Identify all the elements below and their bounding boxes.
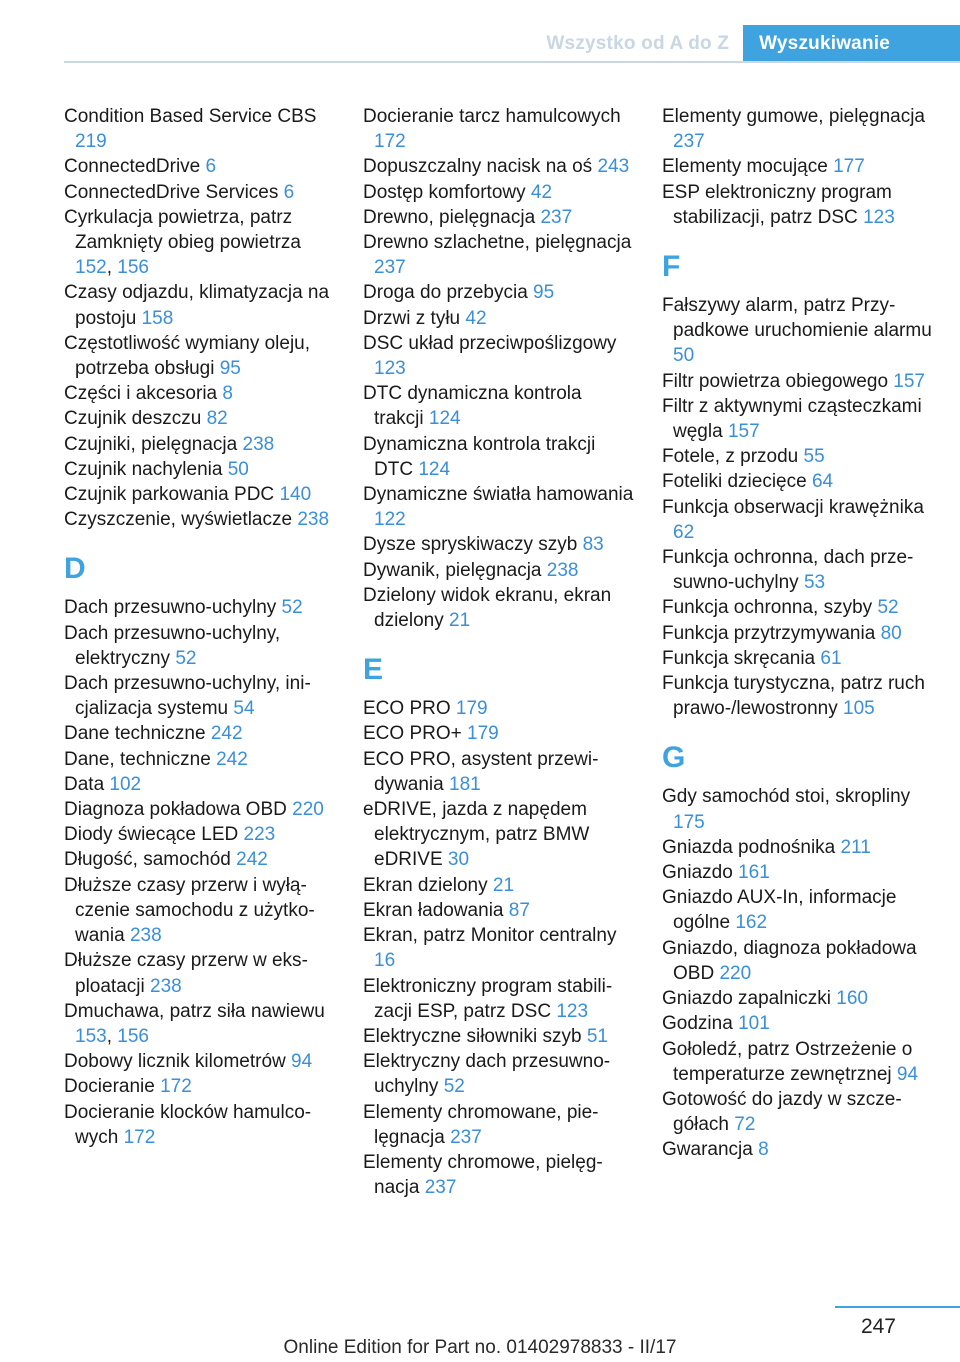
page-reference-link[interactable]: 82 (206, 408, 228, 430)
index-entry (363, 180, 635, 205)
page-reference-link[interactable]: 54 (233, 698, 255, 720)
index-entry-term: Czujnik parkowania PDC (64, 484, 275, 506)
page-reference-link[interactable]: 175 (673, 811, 705, 833)
index-entry (363, 104, 635, 154)
page-header (546, 25, 960, 61)
page-reference-link[interactable]: 42 (465, 307, 487, 329)
index-entry-term: ConnectedDrive Services (64, 181, 279, 203)
index-entry-term: Częstotliwość wymiany oleju, potrzeba obsługi (64, 332, 311, 380)
index-entry (64, 482, 336, 507)
index-entry-term: Docieranie tarcz hamulcowych (363, 106, 621, 127)
page-reference-link[interactable]: 6 (205, 156, 217, 178)
index-entry (662, 394, 934, 444)
page-reference-link[interactable]: 52 (175, 647, 197, 669)
index-entry (363, 1049, 635, 1099)
index-entry-term: Drewno, pielęgnacja (363, 206, 536, 228)
page-reference-link[interactable]: 161 (738, 862, 770, 884)
index-entry-term: Droga do przebycia (363, 282, 528, 304)
page-reference-link[interactable]: 220 (719, 962, 752, 984)
header-divider (64, 61, 960, 63)
index-entry (64, 671, 336, 721)
page-separator: , (106, 1025, 118, 1047)
page-reference-link[interactable]: 238 (129, 925, 162, 947)
index-entry (64, 721, 336, 746)
page-reference-link[interactable]: 158 (141, 307, 174, 329)
index-entry-term: Foteliki dziecięce (662, 471, 807, 493)
page-reference-link[interactable]: 123 (863, 206, 895, 228)
index-entry-term: Dane, techniczne (64, 748, 211, 770)
index-entry-term: Dach przesuwno-uchylny, inicjalizacja systemu (64, 673, 311, 720)
index-entry-term: Dłuższe czasy przerw w eksploatacji (64, 950, 308, 997)
index-entry-term: Docieranie klocków hamulcowych (64, 1101, 312, 1148)
page-reference-link[interactable]: 172 (123, 1126, 156, 1148)
page-reference-link[interactable]: 243 (597, 156, 630, 178)
index-entry (64, 948, 336, 998)
page-reference-link[interactable]: 242 (236, 849, 268, 871)
index-entry-term: Data (64, 773, 105, 795)
index-entry-term: Dzielony widok ekranu, ekran dzielony (363, 584, 612, 632)
index-entry-term: Gniazdo zapalniczki (662, 988, 831, 1010)
index-entry (64, 621, 336, 671)
index-entry-term: Cyrkulacja powietrza, patrz Zamknięty obieg powietrza (64, 206, 301, 254)
page-reference-link[interactable]: 238 (546, 559, 579, 581)
index-entry-term: Dopuszczalny nacisk na oś (363, 156, 593, 178)
page-number: 247 (860, 1315, 896, 1338)
index-entry (662, 154, 934, 179)
index-entry-term: Filtr z aktywnymi cząsteczkami węgla (662, 395, 922, 443)
page-reference-link[interactable]: 8 (758, 1139, 769, 1161)
index-entry (363, 331, 635, 381)
page-reference-link[interactable]: 238 (150, 975, 182, 997)
page-reference-link[interactable]: 237 (450, 1126, 482, 1148)
index-entry (64, 154, 336, 179)
index-entry (662, 835, 934, 860)
index-entry (64, 381, 336, 406)
page-reference-link[interactable]: 160 (836, 988, 868, 1010)
page-reference-link[interactable]: 152 (75, 257, 107, 279)
page-reference-link[interactable]: 6 (283, 181, 295, 203)
index-entry (64, 507, 336, 532)
page-reference-link[interactable]: 83 (582, 534, 604, 556)
index-entry-term: Czujniki, pielęgnacja (64, 433, 238, 455)
index-entry (363, 747, 635, 797)
index-entry (363, 205, 635, 230)
index-letter-heading: G (662, 741, 686, 775)
index-entry (363, 696, 635, 721)
page-reference-link[interactable]: 61 (820, 647, 842, 669)
page-reference-link[interactable]: 211 (840, 836, 871, 858)
page-reference-link[interactable]: 179 (455, 698, 488, 720)
index-entry (64, 1074, 336, 1099)
index-entry (363, 230, 635, 280)
index-entry-term: Gwarancja (662, 1139, 753, 1161)
page-reference-link[interactable]: 223 (243, 824, 276, 846)
index-entry-term: Drewno szlachetne, pielęgnacja (363, 232, 632, 254)
page-reference-link[interactable]: 62 (673, 521, 695, 543)
page-number-rule (835, 1306, 960, 1308)
index-entry (662, 469, 934, 494)
index-entry-term: Ekran ładowania (363, 899, 504, 921)
index-entry (662, 104, 934, 154)
index-column-1 (64, 104, 336, 1150)
page-reference-link[interactable]: 123 (374, 358, 406, 380)
index-entry-term: Dywanik, pielęgnacja (363, 559, 542, 581)
index-entry-term: Części i akcesoria (64, 383, 218, 405)
index-entry (662, 495, 934, 545)
index-entry (662, 444, 934, 469)
index-entry (662, 180, 934, 230)
index-entry-term: Elementy chromowe, pielęgnacja (363, 1151, 603, 1199)
index-entry (363, 280, 635, 305)
page-reference-link[interactable]: 181 (449, 773, 481, 795)
index-entry (662, 1087, 934, 1137)
index-entry-term: Funkcja obserwacji krawężnika (662, 496, 924, 518)
page-reference-link[interactable]: 237 (673, 131, 705, 153)
index-entry-term: Docieranie (64, 1076, 155, 1098)
index-entry-term: Funkcja skręcania (662, 647, 816, 669)
index-entry-term: Fałszywy alarm, patrz Przypadkowe uruchomienie alarmu (662, 295, 932, 342)
index-entry-term: Dłuższe czasy przerw i wyłączenie samochodu z użytkowania (64, 874, 315, 947)
page-reference-link[interactable]: 50 (227, 458, 249, 480)
index-entry (64, 457, 336, 482)
index-entry-term: Gniazdo, diagnoza pokładowa OBD (662, 937, 917, 984)
index-entry-term: Elementy mocujące (662, 156, 828, 178)
index-entry (662, 671, 934, 721)
page-reference-link[interactable]: 140 (279, 484, 312, 506)
index-entry (363, 432, 635, 482)
page-reference-link[interactable]: 105 (843, 698, 875, 720)
page-reference-link[interactable]: 30 (447, 849, 470, 871)
page-reference-link[interactable]: 220 (292, 799, 324, 821)
index-entry-term: Fotele, z przodu (662, 446, 799, 468)
index-letter-heading: D (64, 552, 86, 586)
index-entry (363, 797, 635, 873)
index-entry (363, 873, 635, 898)
index-entry (662, 293, 934, 369)
index-entry-term: Gniazdo AUX-In, informacje ogólne (662, 887, 897, 934)
index-entry-term: Dysze spryskiwaczy szyb (363, 534, 578, 556)
index-entry-term: Funkcja ochronna, szyby (662, 597, 873, 619)
index-entry (64, 772, 336, 797)
index-entry-term: Elektryczny dach przesuwno-uchylny (363, 1051, 611, 1098)
index-entry (662, 1037, 934, 1087)
page-reference-link[interactable]: 237 (424, 1177, 457, 1199)
index-entry (363, 558, 635, 583)
index-entry (64, 331, 336, 381)
page-reference-link[interactable]: 122 (374, 509, 406, 531)
page-reference-link[interactable]: 242 (216, 748, 248, 770)
index-entry (662, 545, 934, 595)
page-reference-link[interactable]: 172 (160, 1076, 192, 1098)
page-reference-link[interactable]: 238 (242, 433, 275, 455)
page-reference-link[interactable]: 87 (508, 899, 530, 921)
index-entry-term: Dynamiczna kontrola trakcji DTC (363, 433, 596, 480)
index-entry (662, 1011, 934, 1036)
page-reference-link[interactable]: 237 (540, 206, 573, 228)
tab-search[interactable]: Wyszukiwanie (743, 25, 960, 61)
index-entry-term: eDRIVE, jazda z napędem elektrycznym, patrz BMW eDRIVE (363, 799, 590, 871)
page-reference-link[interactable]: 21 (492, 874, 515, 896)
index-entry (64, 432, 336, 457)
index-entry (662, 646, 934, 671)
page-reference-link[interactable]: 64 (811, 471, 834, 493)
page-reference-link[interactable]: 52 (281, 597, 303, 619)
section-title[interactable]: Wszystko od A do Z (546, 33, 730, 54)
page-reference-link[interactable]: 50 (673, 345, 695, 367)
index-entry-term: Czasy odjazdu, klimatyzacja na postoju (64, 282, 330, 329)
index-entry-term: Gołoledź, patrz Ostrzeżenie o temperaturze zewnętrznej (662, 1038, 913, 1085)
page-reference-link[interactable]: 179 (467, 723, 499, 745)
page-reference-link[interactable]: 153 (75, 1025, 107, 1047)
index-entry-term: Dmuchawa, patrz siła nawiewu (64, 1000, 325, 1022)
index-entry (662, 784, 934, 834)
index-entry-term: Elementy gumowe, pielęgnacja (662, 106, 925, 127)
index-entry (64, 747, 336, 772)
page-reference-link[interactable]: 156 (117, 257, 149, 279)
index-entry-term: ECO PRO+ (363, 723, 462, 745)
page-reference-link[interactable]: 52 (443, 1076, 465, 1098)
page-reference-link[interactable]: 51 (586, 1025, 608, 1047)
index-entry-term: DTC dynamiczna kontrola trakcji (363, 383, 582, 430)
index-entry (363, 532, 635, 557)
index-entry (64, 406, 336, 431)
index-entry (662, 595, 934, 620)
index-entry (363, 583, 635, 633)
page-reference-link[interactable]: 42 (530, 181, 553, 203)
index-entry-term: Funkcja turystyczna, patrz ruch prawo-/lewostronny (662, 673, 925, 720)
index-entry (64, 1100, 336, 1150)
index-entry-term: Dach przesuwno-uchylny, elektryczny (64, 622, 281, 669)
page-reference-link[interactable]: 162 (735, 912, 768, 934)
page-reference-link[interactable]: 101 (738, 1013, 770, 1035)
index-entry-term: Filtr powietrza obiegowego (662, 370, 889, 392)
index-entry-term: Drzwi z tyłu (363, 307, 461, 329)
index-entry (64, 847, 336, 872)
page-reference-link[interactable]: 157 (893, 370, 925, 392)
index-entry-term: DSC układ przeciwpoślizgowy (363, 332, 617, 354)
page-reference-link[interactable]: 95 (219, 358, 241, 380)
page-reference-link[interactable]: 72 (734, 1114, 756, 1136)
page-reference-link[interactable]: 124 (428, 408, 461, 430)
index-entry (64, 205, 336, 281)
index-entry (64, 180, 336, 205)
index-entry-term: Ekran dzielony (363, 874, 488, 896)
index-entry (64, 280, 336, 330)
page-reference-link[interactable]: 94 (896, 1063, 919, 1085)
index-entry (662, 986, 934, 1011)
index-entry-term: Dane techniczne (64, 723, 206, 745)
index-entry-term: ConnectedDrive (64, 156, 201, 178)
page-reference-link[interactable]: 94 (291, 1051, 313, 1073)
index-entry-term: ESP elektroniczny program stabilizacji, patrz DSC (662, 181, 892, 228)
index-entry-term: Czyszczenie, wyświetlacze (64, 509, 293, 531)
index-entry-term: ECO PRO (363, 698, 451, 720)
index-entry-term: Elektryczne siłowniki szyb (363, 1025, 582, 1047)
index-letter-heading: F (662, 250, 681, 284)
index-entry-term: Condition Based Service CBS (64, 106, 317, 127)
index-entry (662, 885, 934, 935)
index-entry-term: ECO PRO, asystent przewidywania (363, 748, 599, 795)
page-reference-link[interactable]: 124 (418, 458, 451, 480)
index-entry (363, 381, 635, 431)
index-entry-term: Funkcja ochronna, dach przesuwno-uchylny (662, 547, 914, 594)
index-entry (662, 369, 934, 394)
index-entry (363, 482, 635, 532)
index-entry (64, 822, 336, 847)
index-entry-term: Gniazdo (662, 862, 733, 884)
page-reference-link[interactable]: 238 (297, 509, 330, 531)
index-entry (363, 154, 635, 179)
page-reference-link[interactable]: 172 (374, 131, 406, 153)
index-entry (363, 974, 635, 1024)
page-reference-link[interactable]: 157 (727, 421, 760, 443)
index-entry-term: Dynamiczne światła hamowania (363, 484, 634, 506)
page-reference-link[interactable]: 219 (75, 131, 107, 153)
index-entry-term: Dostęp komfortowy (363, 181, 526, 203)
index-entry-term: Gniazda podnośnika (662, 836, 836, 858)
index-column-3 (662, 104, 934, 1163)
page-reference-link[interactable]: 21 (449, 610, 471, 632)
index-entry-term: Funkcja przytrzymywania (662, 622, 876, 644)
index-entry-term: Czujnik deszczu (64, 408, 202, 430)
index-entry-term: Diody świecące LED (64, 824, 239, 846)
index-entry-term: Ekran, patrz Monitor centralny (363, 925, 617, 947)
page-reference-link[interactable]: 237 (374, 257, 406, 279)
index-entry (64, 595, 336, 620)
index-entry (64, 104, 336, 154)
page-reference-link[interactable]: 177 (833, 156, 865, 178)
index-entry-term: Długość, samochód (64, 849, 231, 871)
index-entry (662, 621, 934, 646)
index-entry-term: Elementy chromowane, pielęgnacja (363, 1101, 599, 1148)
page-reference-link[interactable]: 53 (803, 572, 826, 594)
index-entry-term: Gdy samochód stoi, skropliny (662, 786, 911, 808)
index-entry-term: Godzina (662, 1013, 733, 1035)
index-entry-term: Diagnoza pokładowa OBD (64, 799, 287, 821)
index-entry (363, 898, 635, 923)
index-column-2 (363, 104, 635, 1200)
index-entry (64, 873, 336, 949)
index-entry (363, 306, 635, 331)
index-entry-term: Gotowość do jazdy w szczegółach (662, 1088, 902, 1136)
index-entry (64, 999, 336, 1049)
page-separator: , (106, 257, 118, 279)
index-entry-term: Dobowy licznik kilometrów (64, 1051, 286, 1073)
index-entry (363, 721, 635, 746)
page-reference-link[interactable]: 16 (374, 950, 396, 972)
index-entry (363, 923, 635, 973)
index-entry (662, 1137, 934, 1162)
index-entry (662, 936, 934, 986)
index-entry-term: Elektroniczny program stabilizacji ESP, patrz DSC (363, 975, 613, 1022)
index-entry (662, 860, 934, 885)
page-reference-link[interactable]: 156 (117, 1025, 149, 1047)
edition-footer: Online Edition for Part no. 01402978833 - II/17 (283, 1337, 677, 1358)
page-reference-link[interactable]: 8 (222, 383, 233, 405)
index-entry-term: Czujnik nachylenia (64, 458, 223, 480)
page-reference-link[interactable]: 52 (877, 597, 899, 619)
index-entry (363, 1150, 635, 1200)
page-reference-link[interactable]: 95 (533, 282, 555, 304)
index-entry (64, 1049, 336, 1074)
page-reference-link[interactable]: 102 (109, 773, 142, 795)
page-reference-link[interactable]: 80 (880, 622, 902, 644)
page-reference-link[interactable]: 123 (556, 1000, 589, 1022)
index-letter-heading: E (363, 653, 384, 687)
index-entry (64, 797, 336, 822)
page-reference-link[interactable]: 242 (210, 723, 243, 745)
index-entry-term: Dach przesuwno-uchylny (64, 597, 277, 619)
index-entry (363, 1100, 635, 1150)
index-entry (363, 1024, 635, 1049)
page-reference-link[interactable]: 55 (803, 446, 825, 468)
